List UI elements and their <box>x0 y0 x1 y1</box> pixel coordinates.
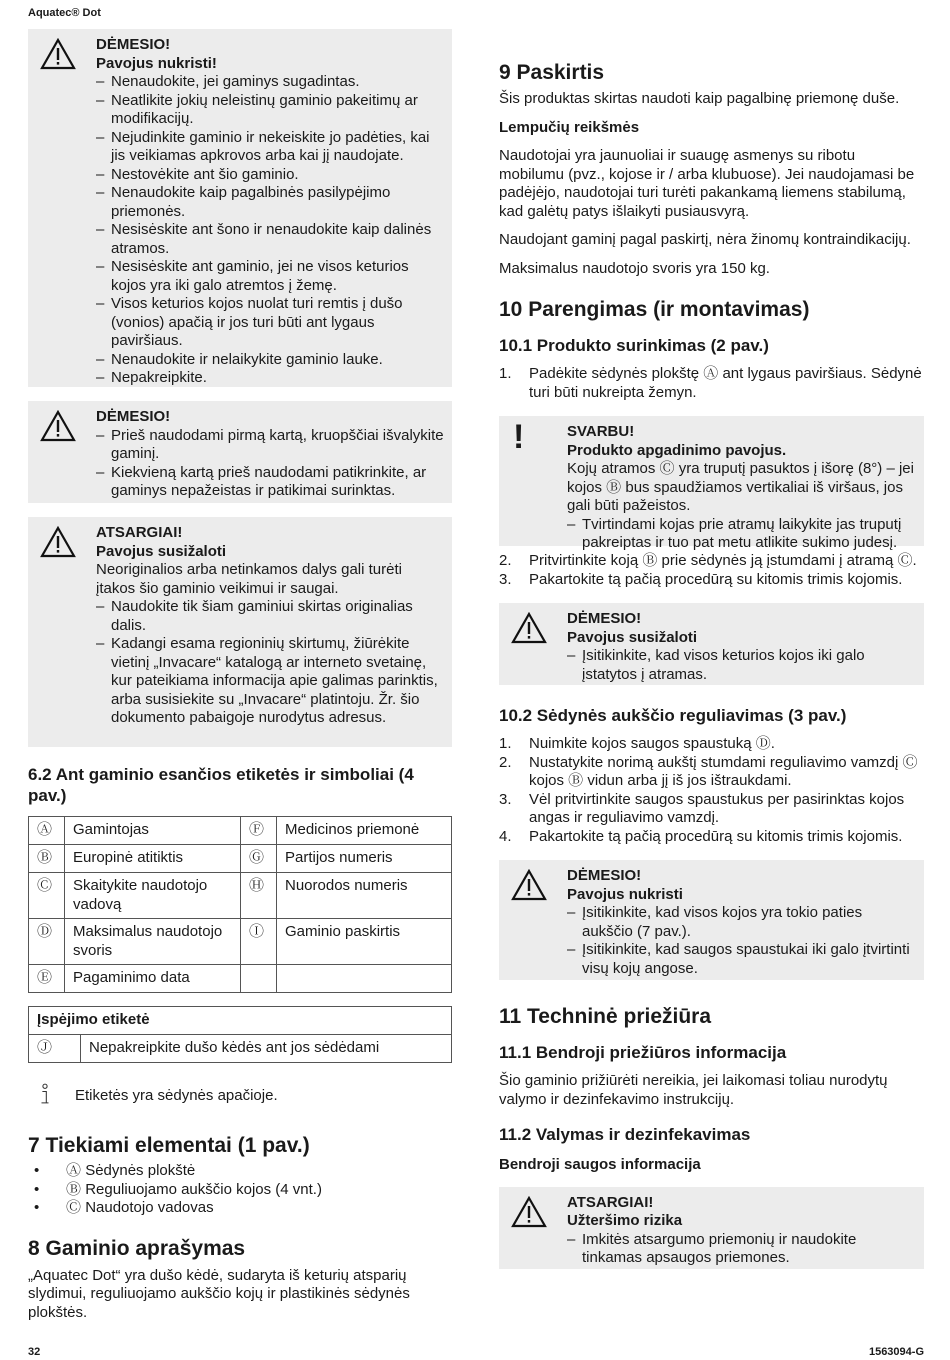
paragraph: Naudojant gaminį pagal paskirtį, nėra žinomų kontraindikacijų. <box>499 231 911 248</box>
meaning-cell: Gaminio paskirtis <box>277 919 452 965</box>
warning-title: DĖMESIO! <box>567 610 642 627</box>
step-item: 3. Pakartokite tą pačią procedūrą su kitomis trimis kojomis. <box>499 570 903 588</box>
section-heading-11-2: 11.2 Valymas ir dezinfekavimas <box>499 1125 751 1144</box>
paragraph: Naudotojai yra jaunuoliai ir suaugę asmenys su ribotu mobilumu (pvz., kojose ir / arba klubuose). Jei naudojamasi be padėjėjo, naudotojai turi turėti pakankamą liemens stabilumą, kad galėtų patys išlaikyti pusiausvyrą. <box>499 147 915 220</box>
caution-subtitle: Užteršimo rizika <box>567 1212 683 1229</box>
meaning-cell: Maksimalus naudotojo svoris <box>65 919 241 965</box>
warning-list <box>567 647 916 684</box>
table-row <box>29 817 452 845</box>
important-subtitle: Produkto apgadinimo pavojus. <box>567 441 787 459</box>
item-text: Naudotojo vadovas <box>85 1199 214 1216</box>
section-heading-10-2: 10.2 Sėdynės aukščio reguliavimas (3 pav.) <box>499 706 847 725</box>
running-header: Aquatec® Dot <box>28 7 101 19</box>
list-item: – Įsitikinkite, kad visos keturios kojos iki galo įstatytos į atramas. <box>567 647 916 684</box>
info-text: Etiketės yra sėdynės apačioje. <box>75 1087 278 1104</box>
table-header: Įspėjimo etiketė <box>29 1007 452 1035</box>
item-text: Reguliuojamo aukščio kojos (4 vnt.) <box>85 1180 322 1198</box>
warning-triangle-icon <box>511 869 547 901</box>
left-column <box>28 29 452 1322</box>
warning-box-height <box>499 860 924 980</box>
page-number: 32 <box>28 1346 41 1358</box>
circled-letter: Ⓑ <box>66 1180 82 1198</box>
list-item: – Įsitikinkite, kad saugos spaustukai iki galo įtvirtinti visų kojų angose. <box>567 941 916 978</box>
list-item: – Nesisėskite ant šono ir nenaudokite kaip dalinės atramos. <box>96 221 444 258</box>
list-item: – Nestovėkite ant šio gaminio. <box>96 166 444 185</box>
warning-subtitle: Pavojus susižaloti <box>567 628 698 646</box>
warning-subtitle: Pavojus nukristi! <box>96 54 217 72</box>
table-row <box>29 919 452 965</box>
meaning-cell: Partijos numeris <box>277 845 452 873</box>
step-item: 3. Vėl pritvirtinkite saugos spaustukus per pasirinktas kojos angas ir reguliavimo vamzdį. <box>499 790 905 826</box>
section-heading-11: 11 Techninė priežiūra <box>499 1005 712 1028</box>
symbols-table <box>28 816 452 993</box>
symbol-cell: Ⓓ <box>29 919 65 965</box>
step-text: Padėkite sėdynės plokštę Ⓐ ant lygaus paviršiaus. Sėdynė turi būti nukreipta žemyn. <box>529 365 922 401</box>
meaning-cell: Europinė atitiktis <box>65 845 241 873</box>
section-heading-10: 10 Parengimas (ir montavimas) <box>499 298 810 321</box>
list-item: – Visos keturios kojos nuolat turi remtis į dušo (vonios) apačią ir jos turi būti ant lygaus paviršiaus. <box>96 295 444 351</box>
exclamation-icon: ! <box>513 418 525 456</box>
symbol-cell: Ⓔ <box>29 965 65 993</box>
list-item: – Imkitės atsargumo priemonių ir naudokite tinkamas apsaugos priemones. <box>567 1231 916 1268</box>
meaning-cell: Skaitykite naudotojo vadovą <box>65 873 241 919</box>
list-item: – Kiekvieną kartą prieš naudodami patikrinkite, ar gaminys nepažeistas ir patikimai surinktas. <box>96 464 444 501</box>
section-heading-10-1: 10.1 Produkto surinkimas (2 pav.) <box>499 336 769 355</box>
important-title: SVARBU! <box>567 423 635 440</box>
symbol-cell: Ⓘ <box>241 919 277 965</box>
table-row <box>29 1007 452 1035</box>
warning-title: DĖMESIO! <box>96 36 171 53</box>
info-icon <box>38 1083 52 1107</box>
steps-10-2 <box>499 735 924 846</box>
circled-letter: Ⓐ <box>66 1162 82 1179</box>
warning-subtitle: Pavojus nukristi <box>567 885 683 903</box>
caution-box-contamination <box>499 1187 924 1269</box>
caution-list <box>567 1231 916 1268</box>
subheading: Lempučių reikšmės <box>499 118 640 136</box>
table-row <box>29 1035 452 1063</box>
symbol-cell: Ⓐ <box>29 817 65 845</box>
info-note <box>28 1083 452 1109</box>
caution-title: ATSARGIAI! <box>567 1193 654 1211</box>
list-item: – Nenaudokite, jei gaminys sugadintas. <box>96 73 444 92</box>
table-row <box>29 845 452 873</box>
table-row <box>29 873 452 919</box>
meaning-cell: Pagaminimo data <box>65 965 241 993</box>
meaning-cell: Gamintojas <box>65 817 241 845</box>
important-box <box>499 416 924 551</box>
warning-box-fall <box>28 29 452 387</box>
step-text: Pakartokite tą pačią procedūrą su kitomis trimis kojomis. <box>529 827 903 845</box>
subheading: Bendroji saugos informacija <box>499 1156 701 1173</box>
warning-triangle-icon <box>40 38 76 70</box>
circled-letter: Ⓒ <box>66 1199 82 1216</box>
section-heading-8: 8 Gaminio aprašymas <box>28 1236 246 1260</box>
list-item: – Kadangi esama regioninių skirtumų, žiūrėkite vietinį „Invacare“ katalogą ar interneto svetainę, kur pateikiama informacija apie galimas parinktis, arba susisiekite su „Invacare“ platintoju. Žr. šio dokumento pabaigoje nurodytus adresus. <box>96 635 444 728</box>
paragraph: Šio gaminio prižiūrėti nereikia, jei laikomasi toliau nurodytų valymo ir dezinfekavimo instrukcijų. <box>499 1072 888 1108</box>
warning-triangle-icon <box>511 612 547 644</box>
warning-triangle-icon <box>40 410 76 442</box>
document-id: 1563094-G <box>868 1346 924 1358</box>
list-item <box>28 1181 452 1200</box>
warning-list <box>96 73 444 388</box>
paragraph: Maksimalus naudotojo svoris yra 150 kg. <box>499 259 770 277</box>
list-item: – Neatlikite jokių neleistinų gaminio pakeitimų ar modifikacijų. <box>96 92 444 129</box>
step-text: Nustatykite norimą aukštį stumdami reguliavimo vamzdį Ⓒ kojos Ⓑ vidun arba jį iš jos ištraukdami. <box>529 753 918 789</box>
meaning-cell: Medicinos priemonė <box>277 817 452 845</box>
section-heading-9: 9 Paskirtis <box>499 61 605 84</box>
step-item: 2. Nustatykite norimą aukštį stumdami reguliavimo vamzdį Ⓒ kojos Ⓑ vidun arba jį iš jos ištraukdami. <box>499 753 918 789</box>
step-item: 1. Padėkite sėdynės plokštę Ⓐ ant lygaus paviršiaus. Sėdynė turi būti nukreipta žemyn. <box>499 365 922 401</box>
paragraph: „Aquatec Dot“ yra dušo kėdė, sudaryta iš keturių atsparių slydimui, reguliuojamo aukščio kojų ir plastikinės sėdynės plokštės. <box>28 1266 410 1321</box>
symbol-cell: Ⓕ <box>241 817 277 845</box>
list-item <box>28 1199 452 1218</box>
section-heading-11-1: 11.1 Bendroji priežiūros informacija <box>499 1043 787 1062</box>
symbol-cell <box>241 965 277 993</box>
paragraph: Šis produktas skirtas naudoti kaip pagalbinę priemonę duše. <box>499 90 900 107</box>
caution-box-parts <box>28 517 452 747</box>
step-text: Nuimkite kojos saugos spaustuką Ⓓ. <box>529 735 775 752</box>
symbol-cell: Ⓙ <box>29 1035 81 1063</box>
list-item: – Nenaudokite kaip pagalbinės pasilypėjimo priemonės. <box>96 184 444 221</box>
warning-title: DĖMESIO! <box>96 408 171 425</box>
list-item: – Prieš naudodami pirmą kartą, kruopščiai išvalykite gaminį. <box>96 427 444 464</box>
symbol-cell: Ⓑ <box>29 845 65 873</box>
warning-list <box>567 904 916 978</box>
steps-10-1-b <box>499 552 924 589</box>
important-list <box>567 516 916 553</box>
list-item: – Įsitikinkite, kad visos kojos yra tokio paties aukščio (7 pav.). <box>567 904 916 941</box>
step-item: 2. Pritvirtinkite koją Ⓑ prie sėdynės ją įstumdami į atramą Ⓒ. <box>499 552 917 569</box>
warning-triangle-icon <box>511 1196 547 1228</box>
item-text: Sėdynės plokštė <box>85 1162 196 1179</box>
important-text: Kojų atramos Ⓒ yra truputį pasuktos į išorę (8°) – jei kojos Ⓑ bus spaudžiamos vertikaliai iš viršaus, jos gali būti pažeistos. <box>567 460 914 514</box>
caution-text: Neoriginalios arba netinkamos dalys gali turėti įtakos šio gaminio veikimui ir saugai. <box>96 561 402 597</box>
symbol-cell: Ⓒ <box>29 873 65 919</box>
warning-triangle-icon <box>40 526 76 558</box>
symbol-cell: Ⓖ <box>241 845 277 873</box>
list-item <box>28 1162 452 1181</box>
warning-title: DĖMESIO! <box>567 867 642 884</box>
list-item: – Nepakreipkite. <box>96 369 444 388</box>
table-row <box>29 965 452 993</box>
list-item: – Nesisėskite ant gaminio, jei ne visos keturios kojos yra iki galo atremtos į žemę. <box>96 258 444 295</box>
step-text: Vėl pritvirtinkite saugos spaustukus per pasirinktas kojos angas ir reguliavimo vamzdį. <box>529 790 905 826</box>
list-item: – Nenaudokite ir nelaikykite gaminio lauke. <box>96 351 444 370</box>
meaning-cell: Nuorodos numeris <box>277 873 452 919</box>
list-item: – Naudokite tik šiam gaminiui skirtas originalias dalis. <box>96 598 444 635</box>
warning-box-legs <box>499 603 924 685</box>
warning-label-table <box>28 1006 452 1063</box>
step-item: 1. Nuimkite kojos saugos spaustuką Ⓓ. <box>499 735 775 752</box>
symbol-cell: Ⓗ <box>241 873 277 919</box>
list-item: – Tvirtindami kojas prie atramų laikykite jas truputį pakreiptas ir tuo pat metu atlikite sukimo judesį. <box>567 516 916 553</box>
meaning-cell: Nepakreipkite dušo kėdės ant jos sėdėdami <box>81 1035 452 1063</box>
step-text: Pritvirtinkite koją Ⓑ prie sėdynės ją įstumdami į atramą Ⓒ. <box>529 552 917 569</box>
caution-subtitle: Pavojus susižaloti <box>96 542 227 560</box>
steps-10-1-a <box>499 365 924 402</box>
step-text: Pakartokite tą pačią procedūrą su kitomis trimis kojomis. <box>529 570 903 588</box>
warning-box-clean <box>28 401 452 503</box>
step-item: 4. Pakartokite tą pačią procedūrą su kitomis trimis kojomis. <box>499 827 903 845</box>
caution-list <box>96 598 444 728</box>
section-heading-7: 7 Tiekiami elementai (1 pav.) <box>28 1134 310 1157</box>
section-heading-6-2: 6.2 Ant gaminio esančios etiketės ir simboliai (4 pav.) <box>28 765 414 805</box>
supplied-items-list <box>28 1162 452 1218</box>
meaning-cell <box>277 965 452 993</box>
warning-list <box>96 427 444 501</box>
list-item: – Nejudinkite gaminio ir nekeiskite jo padėties, kai jis veikiamas apkrovos arba kai jį naudojate. <box>96 129 444 166</box>
right-column <box>499 29 924 1269</box>
caution-title: ATSARGIAI! <box>96 524 183 541</box>
